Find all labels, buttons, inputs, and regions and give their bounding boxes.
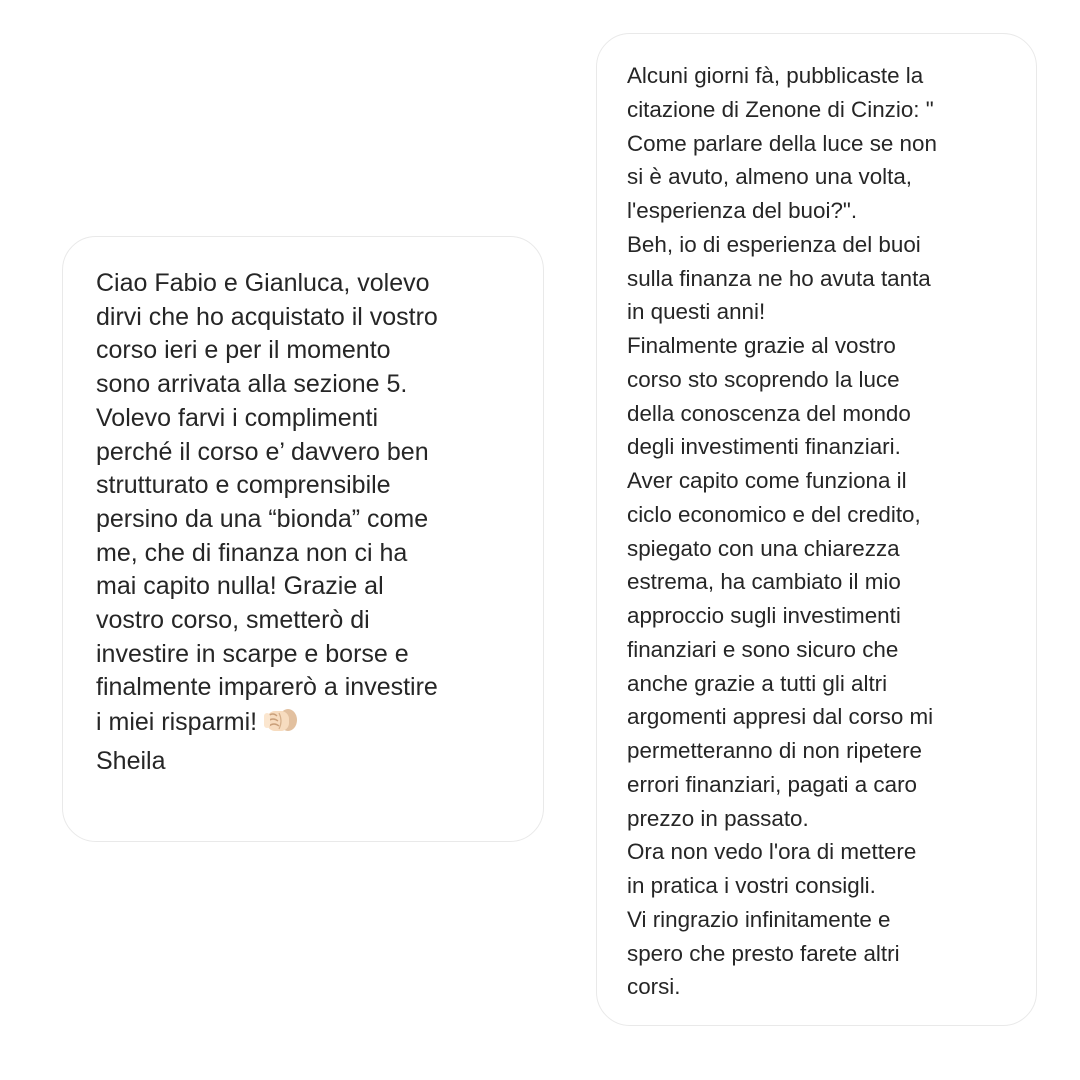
message-line: approccio sugli investimenti — [627, 603, 901, 628]
message-line: in questi anni! — [627, 299, 766, 325]
message-line: corso ieri e per il momento — [96, 336, 391, 365]
message-line: spero che presto farete altri — [627, 940, 900, 966]
message-bubble-right — [596, 33, 1037, 1026]
message-line: si è avuto, almeno una volta, — [627, 164, 913, 190]
message-line: in pratica i vostri consigli. — [627, 873, 876, 898]
message-line: sulla finanza ne ho avuta tanta — [627, 265, 931, 291]
message-line: me, che di finanza non ci ha — [96, 538, 408, 567]
message-line: anche grazie a tutti gli altri — [627, 670, 888, 696]
fist-bump-emoji-icon — [263, 705, 299, 745]
message-line: dirvi che ho acquistato il vostro — [96, 302, 438, 331]
message-line: permetteranno di non ripetere — [627, 738, 922, 763]
message-line: Alcuni giorni fà, pubblicaste la — [627, 63, 924, 88]
message-text — [627, 59, 1022, 1004]
message-line: Aver capito come funziona il — [627, 468, 907, 493]
message-line: Ciao Fabio e Gianluca, volevo — [96, 269, 430, 297]
message-line: finanziari e sono sicuro che — [627, 636, 899, 662]
message-line: Come parlare della luce se non — [627, 130, 937, 156]
message-line: mai capito nulla! Grazie al — [96, 572, 384, 601]
message-line-with-emoji — [96, 705, 523, 745]
message-line: l'esperienza del buoi?". — [627, 198, 858, 223]
message-line: estrema, ha cambiato il mio — [627, 569, 901, 595]
message-text — [96, 267, 523, 779]
message-line: Vi ringrazio infinitamente e — [627, 906, 891, 932]
message-line: corsi. — [627, 974, 681, 1000]
message-line: degli investimenti finanziari. — [627, 434, 901, 460]
message-line: Beh, io di esperienza del buoi — [627, 231, 921, 257]
message-line: prezzo in passato. — [627, 805, 809, 831]
message-line-text: i miei risparmi! — [96, 708, 258, 737]
message-line: vostro corso, smetterò di — [96, 606, 370, 635]
message-line: sono arrivata alla sezione 5. — [96, 370, 408, 399]
message-line: spiegato con una chiarezza — [627, 535, 900, 561]
message-line: argomenti appresi dal corso mi — [627, 704, 934, 730]
message-line: della conoscenza del mondo — [627, 400, 911, 426]
message-line: citazione di Zenone di Cinzio: " — [627, 96, 934, 122]
message-line: Volevo farvi i complimenti — [96, 403, 379, 432]
message-bubble-left — [62, 236, 544, 842]
message-line: perché il corso e’ davvero ben — [96, 437, 429, 466]
message-signature: Sheila — [96, 746, 166, 775]
message-line: errori finanziari, pagati a caro — [627, 771, 917, 797]
message-line: strutturato e comprensibile — [96, 471, 391, 500]
message-line: persino da una “bionda” come — [96, 504, 429, 533]
message-line: corso sto scoprendo la luce — [627, 366, 900, 392]
message-line: finalmente imparerò a investire — [96, 673, 438, 702]
message-line: Ora non vedo l'ora di mettere — [627, 839, 917, 865]
message-line: investire in scarpe e borse e — [96, 639, 409, 668]
message-line: ciclo economico e del credito, — [627, 501, 921, 527]
message-line: Finalmente grazie al vostro — [627, 333, 896, 358]
